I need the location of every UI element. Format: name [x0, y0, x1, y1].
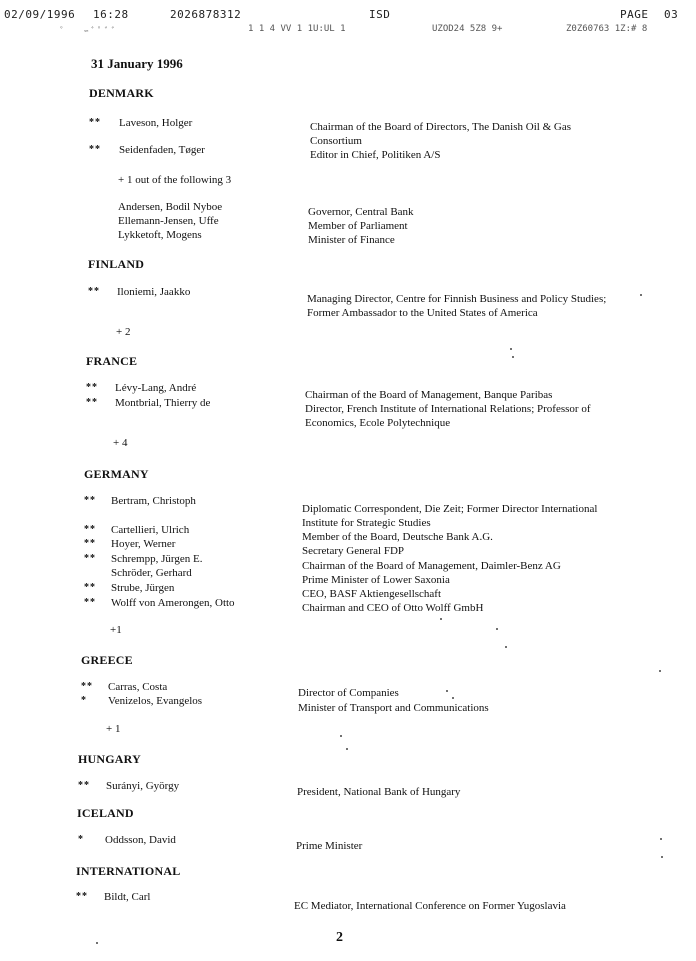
page-number: 2 [336, 930, 343, 945]
member-mark: * [78, 834, 84, 845]
member-role: Editor in Chief, Politiken A/S [310, 149, 441, 161]
member-role: Prime Minister [296, 840, 363, 852]
member-name: Venizelos, Evangelos [108, 695, 203, 707]
country-heading-international: INTERNATIONAL [76, 864, 181, 878]
member-mark: ** [84, 597, 96, 608]
member-name: Laveson, Holger [119, 117, 193, 129]
member-mark: ** [86, 397, 98, 408]
member-role: Director, French Institute of International Relations; Professor of Economics, Ecole Polytechnique [305, 403, 591, 429]
fax-page-number: 03 [664, 8, 679, 21]
member-name: Lévy-Lang, André [115, 382, 197, 394]
fax-page-label: PAGE [620, 8, 649, 21]
member-mark: ** [84, 495, 96, 506]
germany-extra: +1 [110, 624, 122, 636]
country-heading-germany: GERMANY [84, 467, 149, 481]
member-mark: ** [84, 582, 96, 593]
member-name: Schröder, Gerhard [111, 567, 192, 579]
alternate-name: Lykketoft, Mogens [118, 229, 202, 241]
member-name: Schrempp, Jürgen E. [111, 553, 203, 565]
member-name: Wolff von Amerongen, Otto [111, 597, 235, 609]
member-mark: ** [84, 538, 96, 549]
document-date: 31 January 1996 [91, 56, 183, 71]
member-name: Bildt, Carl [104, 891, 151, 903]
member-mark: ** [89, 117, 101, 128]
finland-extra: + 2 [116, 326, 131, 338]
greece-extra: + 1 [106, 723, 121, 735]
fax-noise-right2: Z0Z60763 1Z:# 8 [566, 24, 648, 34]
member-mark: ** [78, 780, 90, 791]
country-heading-greece: GREECE [81, 653, 133, 667]
member-role: Prime Minister of Lower Saxonia [302, 574, 450, 586]
member-role: Chairman and CEO of Otto Wolff GmbH [302, 602, 484, 614]
country-heading-finland: FINLAND [88, 257, 145, 271]
member-role: Minister of Transport and Communications [298, 702, 489, 714]
member-mark: ** [88, 286, 100, 297]
member-role: President, National Bank of Hungary [297, 786, 461, 798]
fax-noise-mid: 1 1 4 VV 1 1U:UL 1 [248, 24, 346, 34]
alternate-name: Andersen, Bodil Nyboe [118, 201, 223, 213]
fax-phone: 2026878312 [170, 8, 242, 21]
alternate-role: Member of Parliament [308, 220, 408, 232]
alternate-name: Ellemann-Jensen, Uffe [118, 215, 219, 227]
member-name: Bertram, Christoph [111, 495, 196, 507]
fax-dept: ISD [369, 8, 391, 21]
member-name: Strube, Jürgen [111, 582, 175, 594]
member-role: Chairman of the Board of Management, Daimler-Benz AG [302, 560, 561, 572]
country-heading-hungary: HUNGARY [78, 752, 141, 766]
fax-time: 16:28 [93, 8, 129, 21]
member-role: Member of the Board, Deutsche Bank A.G. [302, 531, 493, 543]
country-heading-denmark: DENMARK [89, 86, 154, 100]
member-mark: ** [76, 891, 88, 902]
member-role: EC Mediator, International Conference on Former Yugoslavia [294, 900, 566, 912]
member-name: Surányi, György [106, 780, 180, 792]
member-mark: * [81, 695, 87, 706]
country-heading-iceland: ICELAND [77, 806, 134, 820]
member-role: Chairman of the Board of Directors, The Danish Oil & Gas Consortium [310, 121, 571, 147]
fax-date: 02/09/1996 [4, 8, 76, 21]
member-mark: ** [89, 144, 101, 155]
member-name: Montbrial, Thierry de [115, 397, 211, 409]
fax-noise-right1: UZOD24 5Z8 9+ [432, 24, 503, 34]
member-name: Carras, Costa [108, 681, 168, 693]
member-mark: ** [86, 382, 98, 393]
member-name: Iloniemi, Jaakko [117, 286, 191, 298]
member-name: Hoyer, Werner [111, 538, 176, 550]
alternate-role: Governor, Central Bank [308, 206, 414, 218]
member-mark: ** [84, 553, 96, 564]
member-role: Managing Director, Centre for Finnish Business and Policy Studies; Former Ambassador to the United States of America [307, 293, 607, 319]
member-mark: ** [84, 524, 96, 535]
member-role: Director of Companies [298, 687, 399, 699]
member-name: Oddsson, David [105, 834, 176, 846]
member-role: CEO, BASF Aktiengesellschaft [302, 588, 442, 600]
denmark-note: + 1 out of the following 3 [118, 174, 232, 186]
member-mark: ** [81, 681, 93, 692]
france-extra: + 4 [113, 437, 128, 449]
member-role: Diplomatic Correspondent, Die Zeit; Former Director International Institute for Strategic Studies [302, 503, 598, 529]
fax-noise-left: ﾟ ﾠ ｰ ﾞ ﾟ ﾞ ﾞ [60, 27, 116, 37]
country-heading-france: FRANCE [86, 354, 138, 368]
member-name: Cartellieri, Ulrich [111, 524, 190, 536]
member-name: Seidenfaden, Tøger [119, 144, 205, 156]
member-role: Secretary General FDP [302, 545, 405, 557]
member-role: Chairman of the Board of Management, Banque Paribas [305, 389, 553, 401]
alternate-role: Minister of Finance [308, 234, 395, 246]
